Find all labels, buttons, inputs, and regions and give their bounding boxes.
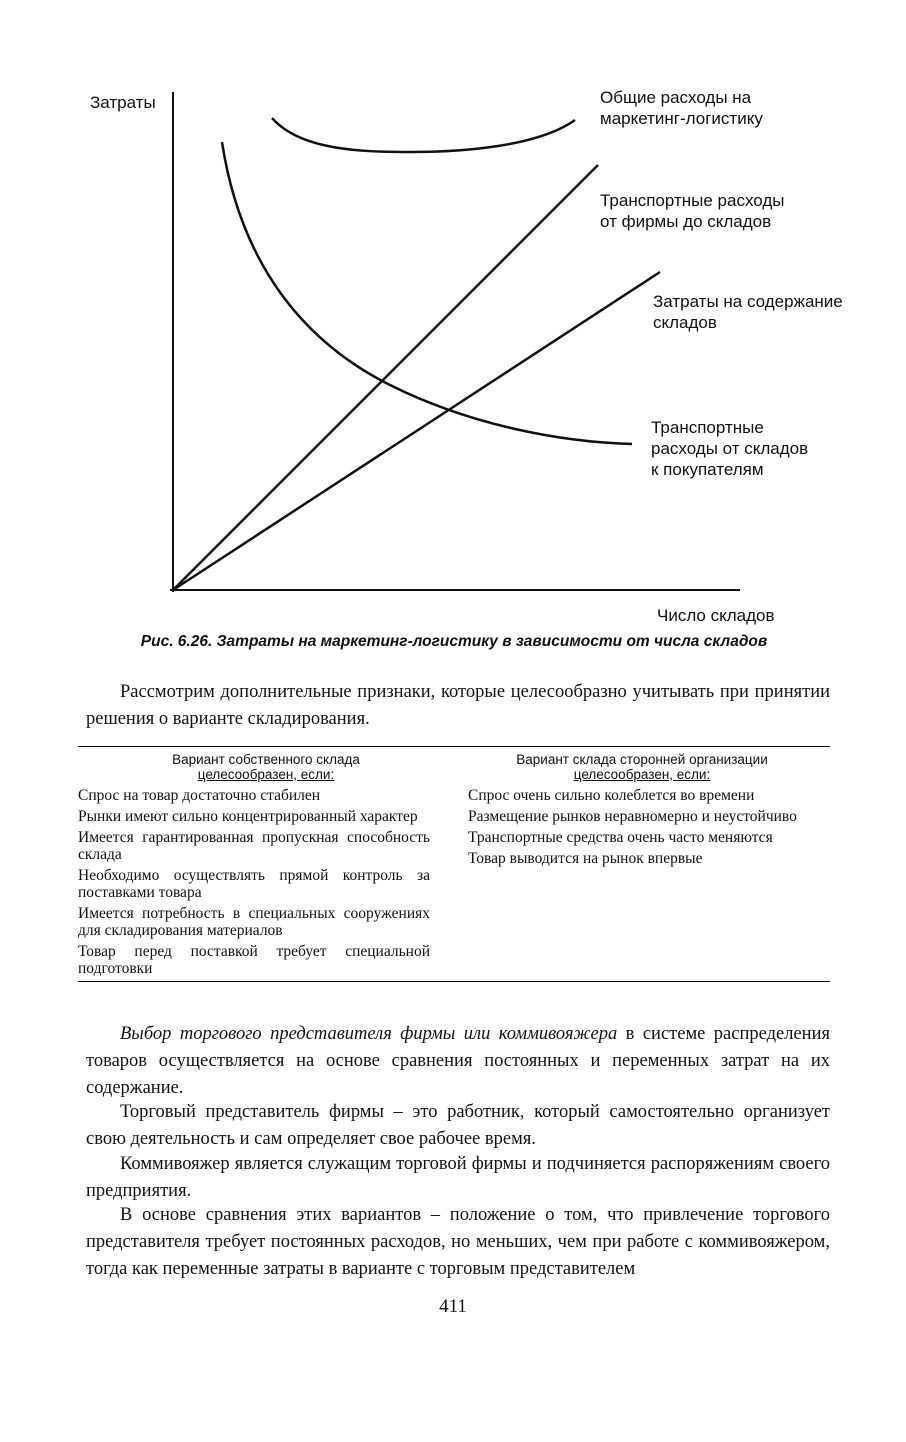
table-cell: Имеется потребность в специальных сооружениях для складирования материалов xyxy=(78,905,430,939)
table-cell: Товар перед поставкой требует специальной подготовки xyxy=(78,943,430,977)
table-cell: Транспортные средства очень часто меняются xyxy=(468,829,773,846)
header-own-warehouse: Вариант собственного склада целесообразен, если: xyxy=(172,752,360,782)
curve-transport-to-warehouses xyxy=(173,165,598,590)
x-axis-label: Число складов xyxy=(657,606,775,625)
label-transport-to-warehouses: Транспортные расходы от фирмы до складов xyxy=(600,191,785,231)
comparison-table xyxy=(78,746,830,982)
table-cell: Спрос очень сильно колеблется во времени xyxy=(468,787,755,804)
paragraph-traveling-salesman-definition: Коммивояжер является служащим торговой фирмы и подчиняется распоряжениям своего предприятия. xyxy=(86,1154,830,1201)
figure-caption: Рис. 6.26. Затраты на маркетинг-логистику в зависимости от числа складов xyxy=(140,633,768,650)
figure xyxy=(0,0,906,640)
label-storage-costs: Затраты на содержание складов xyxy=(653,292,843,332)
header-third-party-warehouse: Вариант склада сторонней организации целесообразен, если: xyxy=(516,752,768,782)
label-total-costs: Общие расходы на маркетинг-логистику xyxy=(600,88,763,128)
italic-term: Выбор торгового представителя фирмы или коммивояжера xyxy=(120,1024,618,1044)
third-party-warehouse-column xyxy=(454,787,830,981)
table-body xyxy=(78,784,830,981)
paragraph-sales-representative-definition: Торговый представитель фирмы – это работник, который самостоятельно организует свою деятельность и сам определяет свое рабочее время. xyxy=(86,1102,830,1149)
table-bottom-rule xyxy=(78,981,830,982)
table-cell: Спрос на товар достаточно стабилен xyxy=(78,787,321,804)
curve-transport-to-customers xyxy=(222,142,632,444)
y-axis-label: Затраты xyxy=(90,93,156,112)
own-warehouse-column xyxy=(78,787,454,981)
label-transport-to-customers: Транспортные расходы от складов к покупателям xyxy=(651,418,809,479)
paragraph-comparison-basis: В основе сравнения этих вариантов – положение о том, что привлечение торгового представителя требует постоянных расходов, но меньших, чем при работе с коммивояжером, тогда как переменные затраты в варианте с торговым представителем xyxy=(86,1205,830,1279)
table-cell: Имеется гарантированная пропускная способность склада xyxy=(78,829,430,863)
curve-storage-costs xyxy=(173,272,660,590)
table-cell: Необходимо осуществлять прямой контроль за поставками товара xyxy=(78,867,430,901)
table-header xyxy=(78,747,830,784)
table-cell: Товар выводится на рынок впервые xyxy=(468,850,703,867)
intro-paragraph: Рассмотрим дополнительные признаки, которые целесообразно учитывать при принятии решения о варианте складирования. xyxy=(86,682,830,729)
curve-total-costs xyxy=(272,118,575,152)
table-cell: Рынки имеют сильно концентрированный характер xyxy=(78,808,418,825)
paragraph-sales-representative-choice: Выбор торгового представителя фирмы или коммивояжера в системе распределения товаров осуществляется на основе сравнения постоянных и переменных затрат на их содержание. xyxy=(86,1024,830,1098)
table-cell: Размещение рынков неравномерно и неустойчиво xyxy=(468,808,797,825)
page-number: 411 xyxy=(439,1296,467,1317)
